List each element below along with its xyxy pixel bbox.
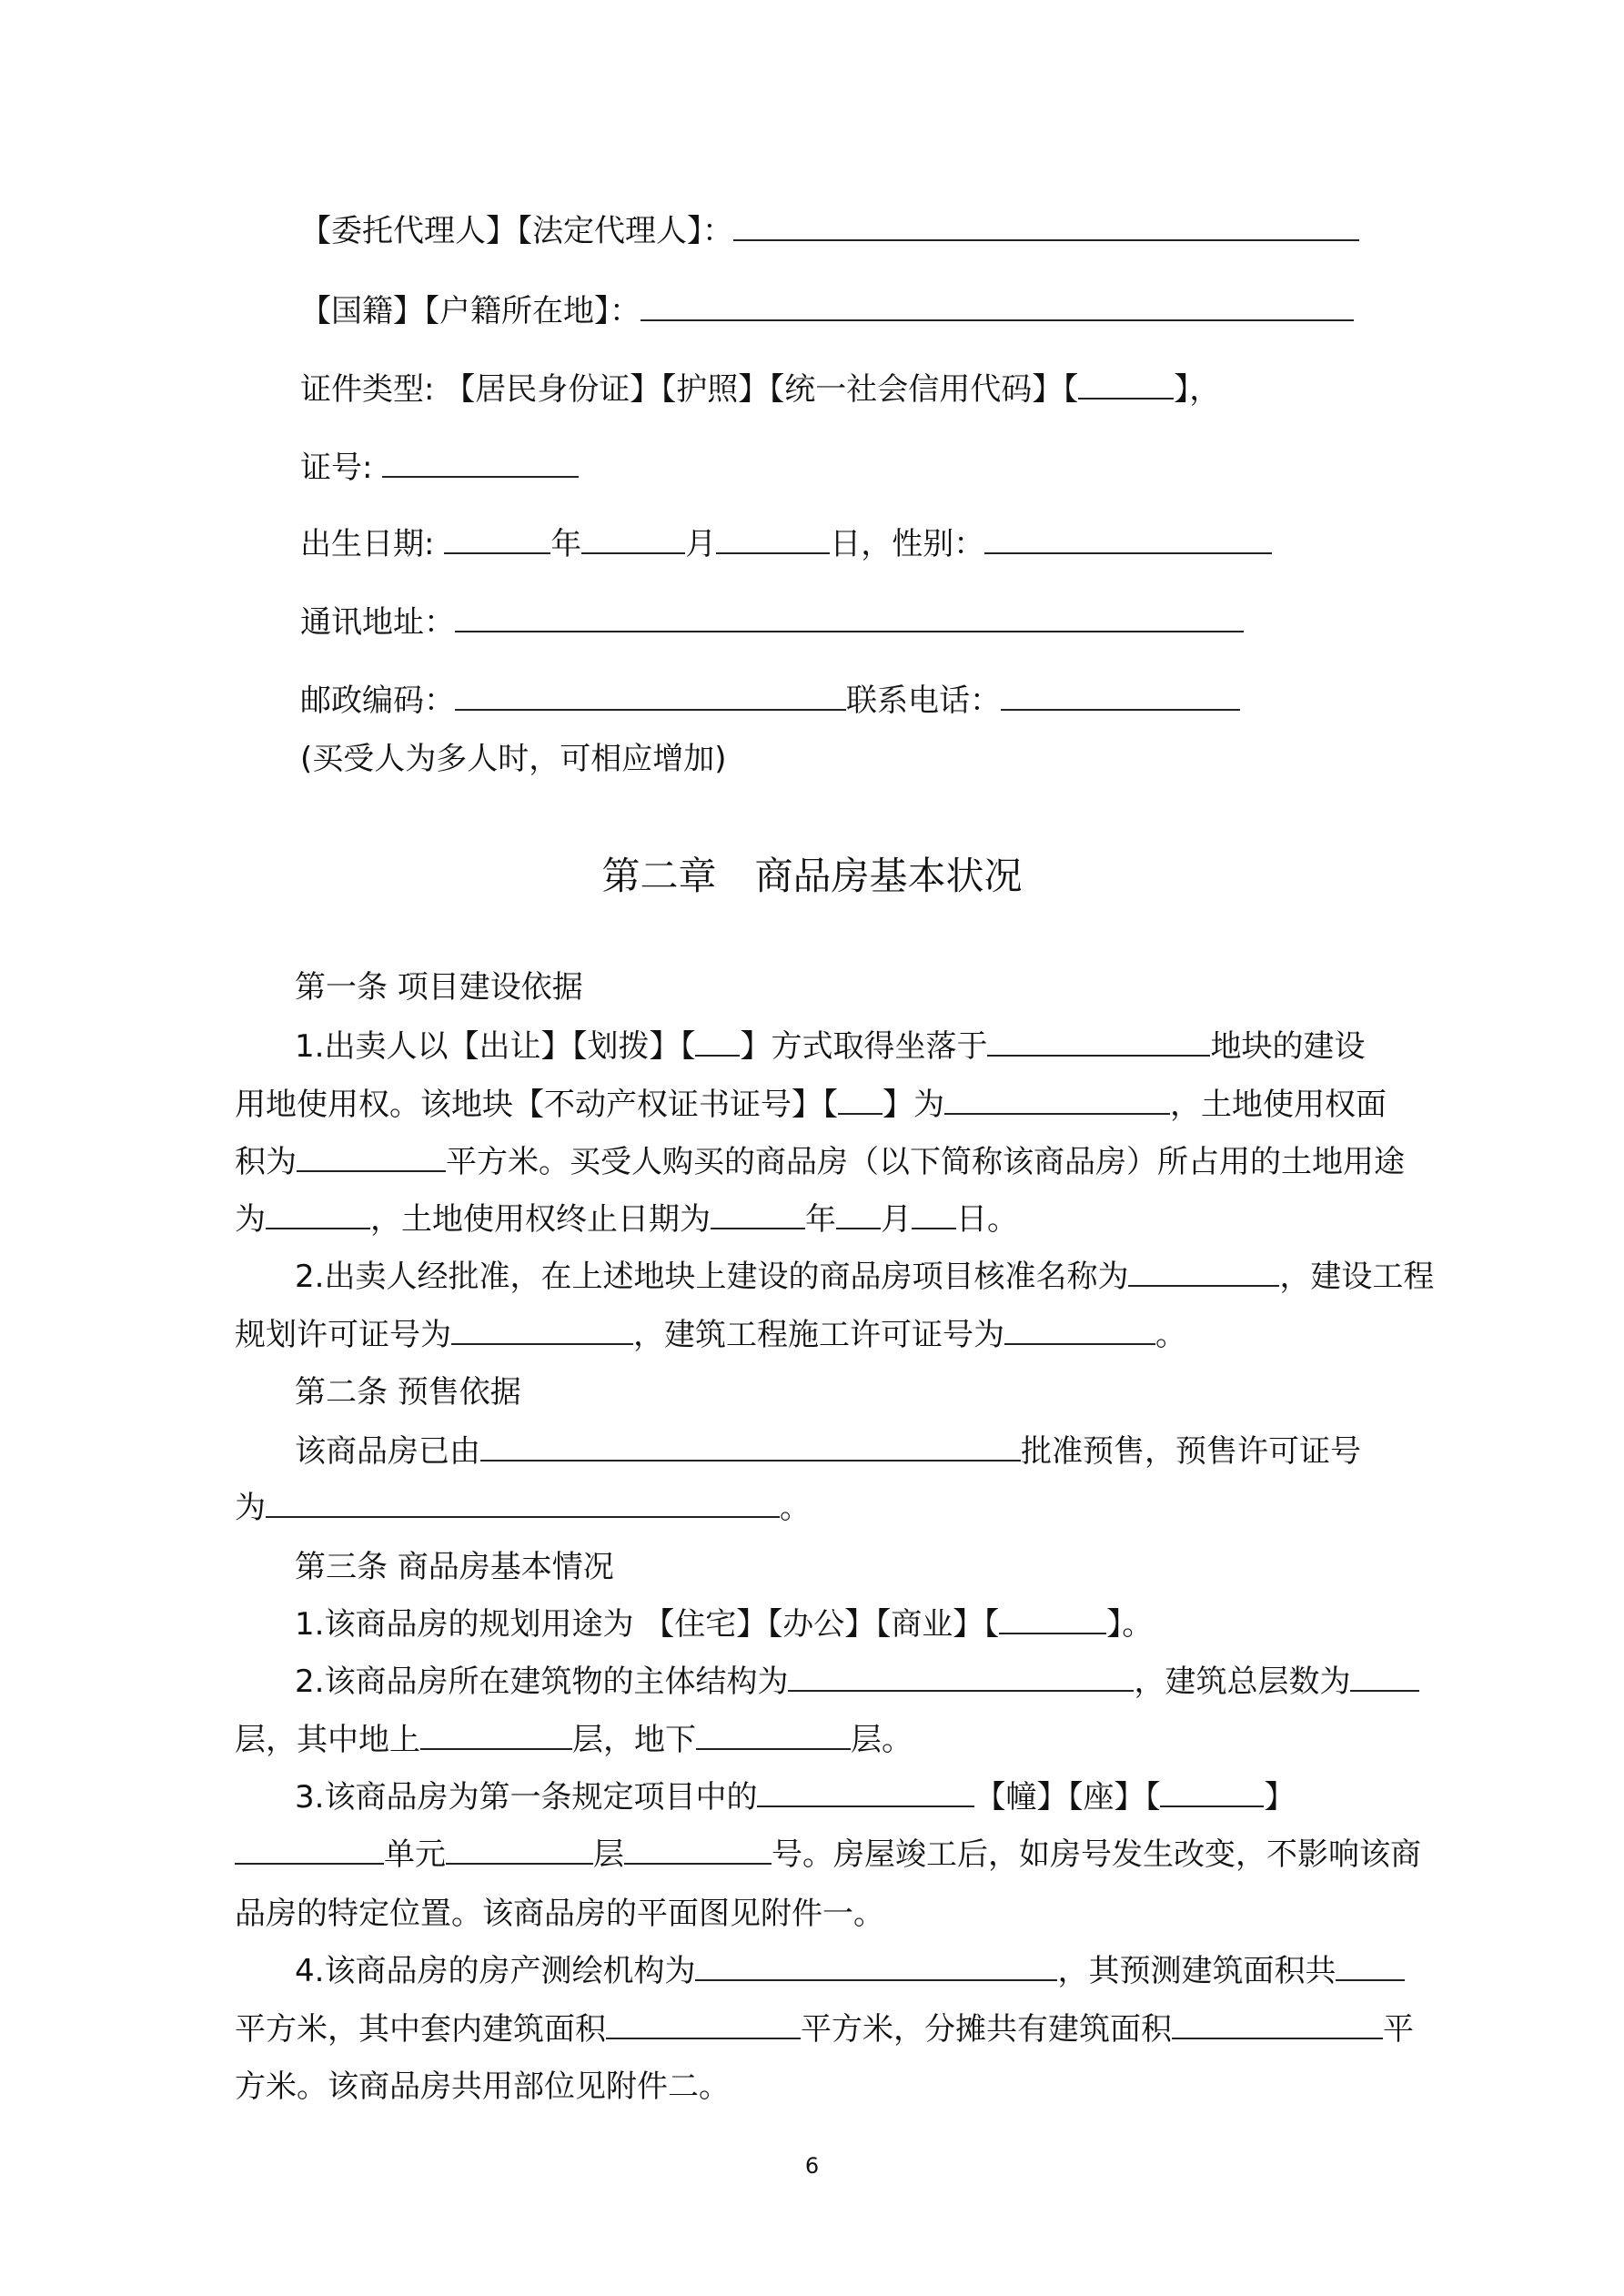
- blank-field[interactable]: [733, 212, 1359, 241]
- text: 年: [805, 1201, 836, 1238]
- id-type-line: [300, 369, 1220, 410]
- text: 年: [550, 526, 582, 562]
- id-number-line: [300, 448, 579, 488]
- blank-field[interactable]: [581, 525, 685, 554]
- blank-field[interactable]: [266, 1489, 780, 1518]
- paragraph-line: [235, 1199, 1018, 1239]
- blank-field[interactable]: [788, 1663, 1134, 1692]
- text: ，建筑工程施工许可证号为: [633, 1317, 1004, 1353]
- blank-field[interactable]: [696, 1721, 851, 1750]
- blank-field[interactable]: [480, 1432, 1021, 1462]
- text: 4.该商品房的房产测绘机构为: [295, 1953, 696, 1989]
- blank-field[interactable]: [695, 1952, 1057, 1981]
- heading: 第二条 预售依据: [295, 1374, 521, 1411]
- text: 月: [685, 526, 717, 562]
- blank-field[interactable]: [984, 525, 1272, 554]
- blank-field[interactable]: [912, 1200, 956, 1229]
- text: 为: [235, 1201, 266, 1238]
- text: 】。: [1106, 1606, 1154, 1643]
- blank-field[interactable]: [1001, 682, 1240, 711]
- blank-field[interactable]: [382, 449, 579, 478]
- blank-field[interactable]: [944, 1086, 1170, 1115]
- text: 平方米，分摊共有建筑面积: [801, 2011, 1172, 2048]
- blank-field[interactable]: [455, 603, 1244, 632]
- text: 】方式取得坐落于: [740, 1028, 988, 1065]
- paragraph-line: [235, 2009, 1414, 2049]
- paragraph-line: [295, 1777, 1295, 1817]
- text: 积为: [235, 1144, 297, 1180]
- text: 号。房屋竣工后，如房号发生改变，不影响该商: [772, 1836, 1421, 1873]
- nationality-line: [300, 291, 1354, 331]
- paragraph-line: [295, 1604, 1153, 1644]
- blank-field[interactable]: [451, 1316, 633, 1345]
- postal-phone-line: [300, 681, 1240, 721]
- agent-line: [300, 211, 1359, 251]
- note-line: [300, 739, 727, 779]
- blank-field[interactable]: [1078, 370, 1174, 400]
- blank-field[interactable]: [1336, 1952, 1405, 1981]
- blank-field[interactable]: [695, 1027, 740, 1057]
- text: 单元: [384, 1836, 446, 1873]
- blank-field[interactable]: [455, 682, 846, 711]
- text: 1.该商品房的规划用途为 【住宅】【办公】【商业】【: [295, 1606, 1000, 1643]
- paragraph-line: [235, 2067, 730, 2107]
- text: 3.该商品房为第一条规定项目中的: [295, 1779, 758, 1816]
- text: 方米。该商品房共用部位见附件二。: [235, 2068, 730, 2105]
- text: 层: [593, 1836, 624, 1873]
- text: 平: [1383, 2011, 1414, 2048]
- blank-field[interactable]: [297, 1143, 446, 1172]
- blank-field[interactable]: [757, 1778, 974, 1807]
- text: 品房的特定位置。该商品房的平面图见附件一。: [235, 1896, 884, 1932]
- label: 证号:: [300, 450, 383, 486]
- address-line: [300, 602, 1244, 642]
- article-heading: [295, 967, 583, 1007]
- paragraph-line: [295, 1027, 1365, 1067]
- heading: 第三条 商品房基本情况: [295, 1549, 614, 1585]
- text: ，建筑总层数为: [1134, 1664, 1351, 1700]
- text: 日，性别：: [830, 526, 985, 562]
- label: 邮政编码：: [300, 683, 455, 719]
- text: ，其预测建筑面积共: [1057, 1953, 1337, 1989]
- blank-field[interactable]: [1160, 1778, 1264, 1807]
- paragraph-line: [235, 1142, 1405, 1182]
- blank-field[interactable]: [624, 1836, 772, 1865]
- paragraph-line: [235, 1835, 1421, 1875]
- note: (买受人为多人时，可相应增加): [300, 741, 727, 777]
- text: 为: [235, 1490, 266, 1526]
- text: 层。: [851, 1722, 913, 1758]
- text: 【幢】【座】【: [974, 1779, 1161, 1816]
- article-heading: [295, 1372, 521, 1412]
- text: 平方米。买受人购买的商品房（以下简称该商品房）所占用的土地用途: [446, 1144, 1405, 1180]
- label: 通讯地址：: [300, 604, 455, 641]
- paragraph-line: [295, 1951, 1405, 1991]
- blank-field[interactable]: [838, 1086, 883, 1115]
- blank-field[interactable]: [235, 1836, 384, 1865]
- page-number: 6: [804, 2153, 820, 2179]
- text: 地块的建设: [1210, 1028, 1366, 1065]
- text: 。: [780, 1490, 811, 1526]
- text: ，土地使用权面: [1170, 1087, 1387, 1123]
- blank-field[interactable]: [266, 1200, 370, 1229]
- label: 【委托代理人】【法定代理人】：: [300, 213, 733, 249]
- blank-field[interactable]: [1350, 1663, 1419, 1692]
- blank-field[interactable]: [444, 525, 550, 554]
- heading: 第一条 项目建设依据: [295, 969, 583, 1006]
- paragraph-line: [295, 1431, 1361, 1472]
- text: 】: [1264, 1779, 1296, 1816]
- text: 该商品房已由: [295, 1433, 480, 1470]
- paragraph-line: [295, 1257, 1434, 1297]
- chapter-title: 第二章 商品房基本状况: [601, 854, 1023, 898]
- label: 出生日期:: [300, 526, 445, 562]
- blank-field[interactable]: [716, 525, 830, 554]
- text: 2.出卖人经批准，在上述地块上建设的商品房项目核准名称为: [295, 1259, 1129, 1295]
- blank-field[interactable]: [1172, 2010, 1383, 2039]
- text: 。: [1155, 1317, 1186, 1353]
- paragraph-line: [235, 1315, 1186, 1355]
- text: 】，: [1174, 371, 1221, 408]
- blank-field[interactable]: [641, 292, 1354, 321]
- text: 平方米，其中套内建筑面积: [235, 2011, 606, 2048]
- blank-field[interactable]: [1128, 1258, 1279, 1287]
- blank-field[interactable]: [999, 1605, 1106, 1634]
- text: 日。: [956, 1201, 1018, 1238]
- paragraph-line: [235, 1085, 1387, 1125]
- paragraph-line: [295, 1662, 1419, 1702]
- blank-field[interactable]: [606, 2010, 801, 2039]
- text: 2.该商品房所在建筑物的主体结构为: [295, 1664, 789, 1700]
- text: 批准预售，预售许可证号: [1021, 1433, 1361, 1470]
- blank-field[interactable]: [987, 1027, 1210, 1057]
- blank-field[interactable]: [446, 1836, 593, 1865]
- label: 【国籍】【户籍所在地】：: [300, 293, 641, 329]
- text: 1.出卖人以【出让】【划拨】【: [295, 1028, 696, 1065]
- text: ，建设工程: [1279, 1259, 1435, 1295]
- text: 月: [881, 1201, 912, 1238]
- blank-field[interactable]: [711, 1200, 805, 1229]
- text: 】为: [883, 1087, 944, 1123]
- blank-field[interactable]: [420, 1721, 572, 1750]
- paragraph-line: [235, 1720, 913, 1760]
- text: 层，其中地上: [235, 1722, 420, 1758]
- text: 层，地下: [572, 1722, 696, 1758]
- blank-field[interactable]: [1004, 1316, 1155, 1345]
- label: 联系电话：: [846, 683, 1001, 719]
- text: 用地使用权。该地块【不动产权证书证号】【: [235, 1087, 838, 1123]
- text: 规划许可证号为: [235, 1317, 451, 1353]
- birth-date-line: [300, 524, 1272, 564]
- article-heading: [295, 1547, 614, 1587]
- label: 证件类型: 【居民身份证】【护照】【统一社会信用代码】【: [300, 371, 1079, 408]
- paragraph-line: [235, 1894, 884, 1934]
- text: ，土地使用权终止日期为: [370, 1201, 711, 1238]
- blank-field[interactable]: [836, 1200, 881, 1229]
- paragraph-line: [235, 1488, 811, 1528]
